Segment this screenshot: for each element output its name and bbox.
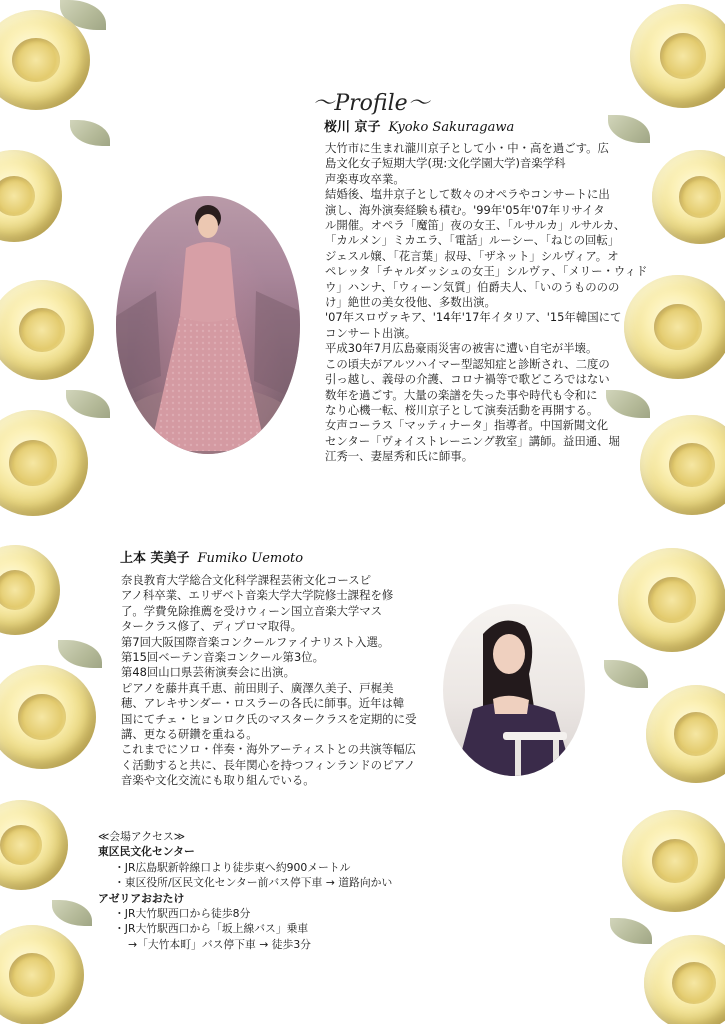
bio-line: なり心機一転、桜川京子として演奏活動を再開する。	[325, 402, 599, 417]
bio-line: この頃夫がアルツハイマー型認知症と診断され、二度の	[325, 356, 610, 371]
rose-icon	[0, 665, 96, 769]
venue2-name: アゼリアおおたけ	[98, 891, 185, 905]
rose-icon	[618, 548, 725, 652]
bio-line: 穂、アレキサンダー・ロスラーの各氏に師事。近年は韓	[121, 696, 405, 711]
venue2-direction: ・JR大竹駅西口から「坂上線バス」乗車	[114, 922, 309, 936]
bio-line: コンサート出演。	[325, 325, 417, 340]
rose-icon	[646, 685, 725, 783]
bio-line: 第15回ベーテン音楽コンクール第3位。	[121, 650, 324, 665]
bio-line: 講、更なる研鑽を重ねる。	[121, 727, 258, 742]
rose-icon	[0, 410, 88, 516]
bio-line: 第7回大阪国際音楽コンクールファイナリスト入選。	[121, 634, 390, 649]
bio-line: 音楽や文化交流にも取り組んでいる。	[121, 773, 315, 788]
bio-line: タークラス修了、ディプロマ取得。	[121, 619, 302, 634]
rose-icon	[652, 150, 725, 244]
rose-icon	[0, 800, 68, 890]
bio-line: ル開催。オペラ「魔笛」夜の女王、「ルサルカ」ルサルカ、	[325, 218, 626, 233]
bio-line: ウ」ハンナ、「ウィーン気質」伯爵夫人、「いのうもののの	[325, 279, 620, 294]
bio-line: ピアノを藤井真千恵、前田則子、廣澤久美子、戸梶美	[121, 680, 394, 695]
bio-line: 平成30年7月広島豪雨災害の被害に遭い自宅が半壊。	[325, 341, 598, 356]
bio-line: 「カルメン」ミカエラ、「電話」ルーシー、「ねじの回転」	[325, 233, 620, 248]
bio-line: く活動すると共に、長年関心を持つフィンランドのピアノ	[121, 757, 416, 772]
bio-line: これまでにソロ・伴奏・海外アーティストとの共演等幅広	[121, 742, 416, 757]
rose-icon	[640, 415, 725, 515]
bio-line: センター「ヴォイストレーニング教室」講師。益田通、堀	[325, 433, 620, 448]
venue1-direction: ・JR広島駅新幹線口より徒歩東へ約900メートル	[114, 860, 351, 874]
performer2-name-ja: 上本 芙美子	[120, 551, 190, 566]
bio-line: 島文化女子短期大学(現:文化学園大学)音楽学科	[325, 156, 566, 171]
bio-line: ジェスル嬢、「花言葉」叔母、「ザネット」シルヴィア。オ	[325, 248, 619, 263]
performer1-name-en: Kyoko Sakuragawa	[388, 120, 515, 135]
bio-line: 江秀一、妻屋秀和氏に師事。	[325, 449, 474, 464]
rose-icon	[622, 810, 725, 912]
rose-icon	[644, 935, 725, 1024]
performer2-bio	[121, 573, 416, 789]
bio-line: 声楽専攻卒業。	[325, 171, 405, 186]
bio-line: 了。学費免除推薦を受けウィーン国立音楽大学マス	[121, 603, 383, 618]
access-section	[98, 829, 392, 952]
venue1-name: 東区民文化センター	[98, 845, 195, 859]
portrait-photo-kyoko	[116, 196, 300, 454]
bio-line: 奈良教育大学総合文化科学課程芸術文化コースピ	[121, 573, 372, 587]
bio-line: 引っ越し、義母の介護、コロナ禍等で歌どころではない	[325, 372, 610, 387]
performer2-name	[120, 547, 303, 566]
rose-icon	[0, 280, 94, 380]
bio-line: '07年スロヴァキア、'14年'17年イタリア、'15年韓国にて	[325, 310, 622, 325]
venue1-direction: ・東区役所/区民文化センター前バス停下車 → 道路向かい	[114, 876, 393, 890]
performer1-name-ja: 桜川 京子	[324, 120, 381, 135]
bio-line: 結婚後、塩井京子として数々のオペラやコンサートに出	[325, 187, 610, 202]
rose-icon	[0, 925, 84, 1024]
rose-icon	[630, 4, 725, 108]
access-heading: ≪会場アクセス≫	[98, 830, 186, 843]
bio-line: 演し、海外演奏経験も積む。'99年'05年'07年リサイタ	[325, 202, 605, 217]
bio-line: 大竹市に生まれ瀧川京子として小・中・高を過ごす。広	[325, 141, 609, 155]
bio-line: 女声コーラス「マッティナータ」指導者。中国新聞文化	[325, 418, 609, 433]
bio-line: 数年を過ごす。大量の楽譜を失った事や時代も令和に	[325, 387, 598, 402]
performer2-name-en: Fumiko Uemoto	[197, 551, 304, 566]
venue2-direction-sub: →「大竹本町」バス停下車 → 徒歩3分	[128, 937, 311, 951]
bio-line: ペレッタ「チャルダッシュの女王」シルヴァ、「メリー・ウィド	[325, 264, 648, 279]
rose-icon	[0, 545, 60, 635]
performer1-bio	[325, 141, 647, 465]
portrait-photo-fumiko	[443, 604, 585, 776]
venue2-direction: ・JR大竹駅西口から徒歩8分	[114, 907, 251, 921]
bio-line: 第48回山口県芸術演奏会に出演。	[121, 665, 295, 680]
performer1-name	[324, 116, 514, 135]
bio-line: 国にてチェ・ヒョンロク氏のマスタークラスを定期的に受	[121, 711, 417, 726]
bio-line: け」絶世の美女役他、多数出演。	[325, 295, 496, 310]
bio-line: アノ科卒業、エリザベト音楽大学大学院修士課程を修	[121, 588, 394, 603]
rose-icon	[0, 150, 62, 242]
page-title: ～Profile～	[312, 91, 430, 116]
